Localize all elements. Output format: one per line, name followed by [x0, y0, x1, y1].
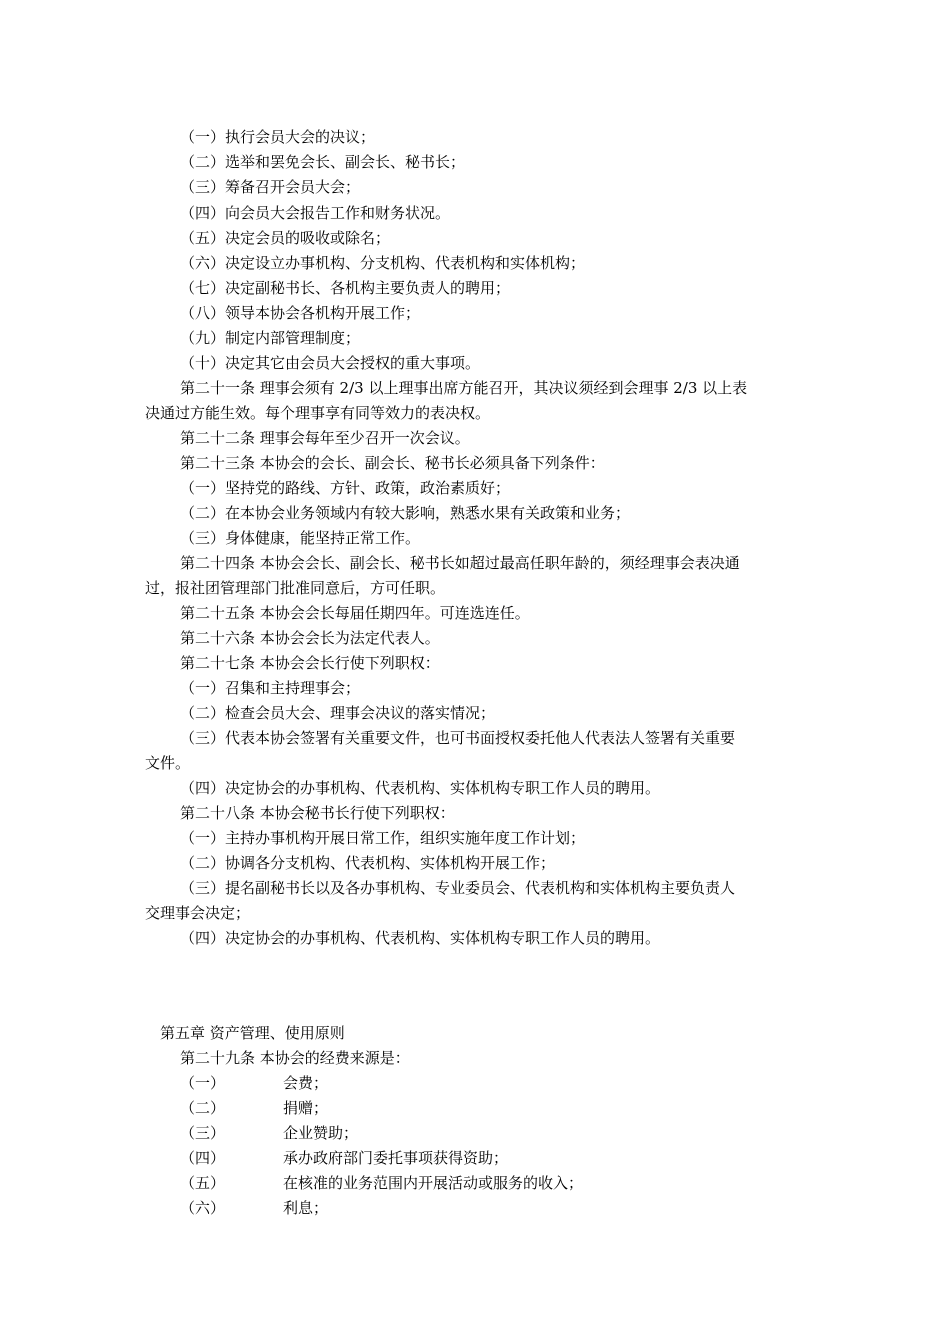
paragraph-line: （六）决定设立办事机构、分支机构、代表机构和实体机构；	[180, 254, 586, 272]
funding-item-text: 利息；	[283, 1199, 329, 1217]
funding-item-number: （四）	[180, 1149, 226, 1167]
funding-item	[0, 1198, 950, 1218]
paragraph-line: （八）领导本协会各机构开展工作；	[180, 304, 421, 322]
paragraph-line: （三）提名副秘书长以及各办事机构、专业委员会、代表机构和实体机构主要负责人	[180, 879, 736, 897]
funding-item	[0, 1123, 950, 1143]
paragraph-line: （一）召集和主持理事会；	[180, 679, 361, 697]
paragraph-line: （二）协调各分支机构、代表机构、实体机构开展工作；	[180, 854, 556, 872]
funding-item-number: （二）	[180, 1099, 226, 1117]
paragraph-line: （七）决定副秘书长、各机构主要负责人的聘用；	[180, 279, 511, 297]
paragraph-line: （二）检查会员大会、理事会决议的落实情况；	[180, 704, 496, 722]
paragraph-line: （九）制定内部管理制度；	[180, 329, 361, 347]
funding-item-number: （六）	[180, 1199, 226, 1217]
paragraph-line: 第二十七条 本协会会长行使下列职权：	[180, 654, 440, 672]
paragraph-line: 第二十八条 本协会秘书长行使下列职权：	[180, 804, 455, 822]
paragraph-line: 第二十五条 本协会会长每届任期四年。可连选连任。	[180, 604, 530, 622]
paragraph-line: （四）向会员大会报告工作和财务状况。	[180, 204, 451, 222]
paragraph-line: 交理事会决定；	[145, 904, 251, 922]
funding-item	[0, 1148, 950, 1168]
funding-item-number: （五）	[180, 1174, 226, 1192]
funding-item-text: 承办政府部门委托事项获得资助；	[283, 1149, 509, 1167]
chapter-title: 第五章 资产管理、使用原则	[160, 1024, 345, 1042]
paragraph-line: 决通过方能生效。每个理事享有同等效力的表决权。	[145, 404, 491, 422]
paragraph-line: 第二十二条 理事会每年至少召开一次会议。	[180, 429, 470, 447]
funding-item	[0, 1098, 950, 1118]
article-29-heading: 第二十九条 本协会的经费来源是：	[180, 1049, 410, 1067]
paragraph-line: （三）身体健康，能坚持正常工作。	[180, 529, 421, 547]
funding-item-number: （一）	[180, 1074, 226, 1092]
funding-item-text: 在核准的业务范围内开展活动或服务的收入；	[283, 1174, 584, 1192]
funding-item-number: （三）	[180, 1124, 226, 1142]
paragraph-line: （二）选举和罢免会长、副会长、秘书长；	[180, 153, 466, 171]
paragraph-line: （一）主持办事机构开展日常工作，组织实施年度工作计划；	[180, 829, 586, 847]
paragraph-line: 第二十四条 本协会会长、副会长、秘书长如超过最高任职年龄的，须经理事会表决通	[180, 554, 740, 572]
funding-item-text: 捐赠；	[283, 1099, 329, 1117]
paragraph-line: （五）决定会员的吸收或除名；	[180, 229, 391, 247]
paragraph-line: （三）筹备召开会员大会；	[180, 178, 361, 196]
paragraph-line: （三）代表本协会签署有关重要文件，也可书面授权委托他人代表法人签署有关重要	[180, 729, 736, 747]
paragraph-line: （四）决定协会的办事机构、代表机构、实体机构专职工作人员的聘用。	[180, 929, 661, 947]
paragraph-line: 第二十三条 本协会的会长、副会长、秘书长必须具备下列条件：	[180, 454, 605, 472]
funding-item	[0, 1073, 950, 1093]
paragraph-line: （十）决定其它由会员大会授权的重大事项。	[180, 354, 481, 372]
paragraph-line: （一）坚持党的路线、方针、政策，政治素质好；	[180, 479, 511, 497]
paragraph-line: 第二十一条 理事会须有 2/3 以上理事出席方能召开，其决议须经到会理事 2/3 以上表	[180, 379, 748, 397]
paragraph-line: （四）决定协会的办事机构、代表机构、实体机构专职工作人员的聘用。	[180, 779, 661, 797]
paragraph-line: 过，报社团管理部门批准同意后，方可任职。	[145, 579, 446, 597]
funding-item-text: 企业赞助；	[283, 1124, 359, 1142]
funding-item-text: 会费；	[283, 1074, 329, 1092]
funding-item	[0, 1173, 950, 1193]
paragraph-line: （一）执行会员大会的决议；	[180, 128, 376, 146]
paragraph-line: 第二十六条 本协会会长为法定代表人。	[180, 629, 440, 647]
paragraph-line: （二）在本协会业务领域内有较大影响，熟悉水果有关政策和业务；	[180, 504, 631, 522]
paragraph-line: 文件。	[145, 754, 191, 772]
